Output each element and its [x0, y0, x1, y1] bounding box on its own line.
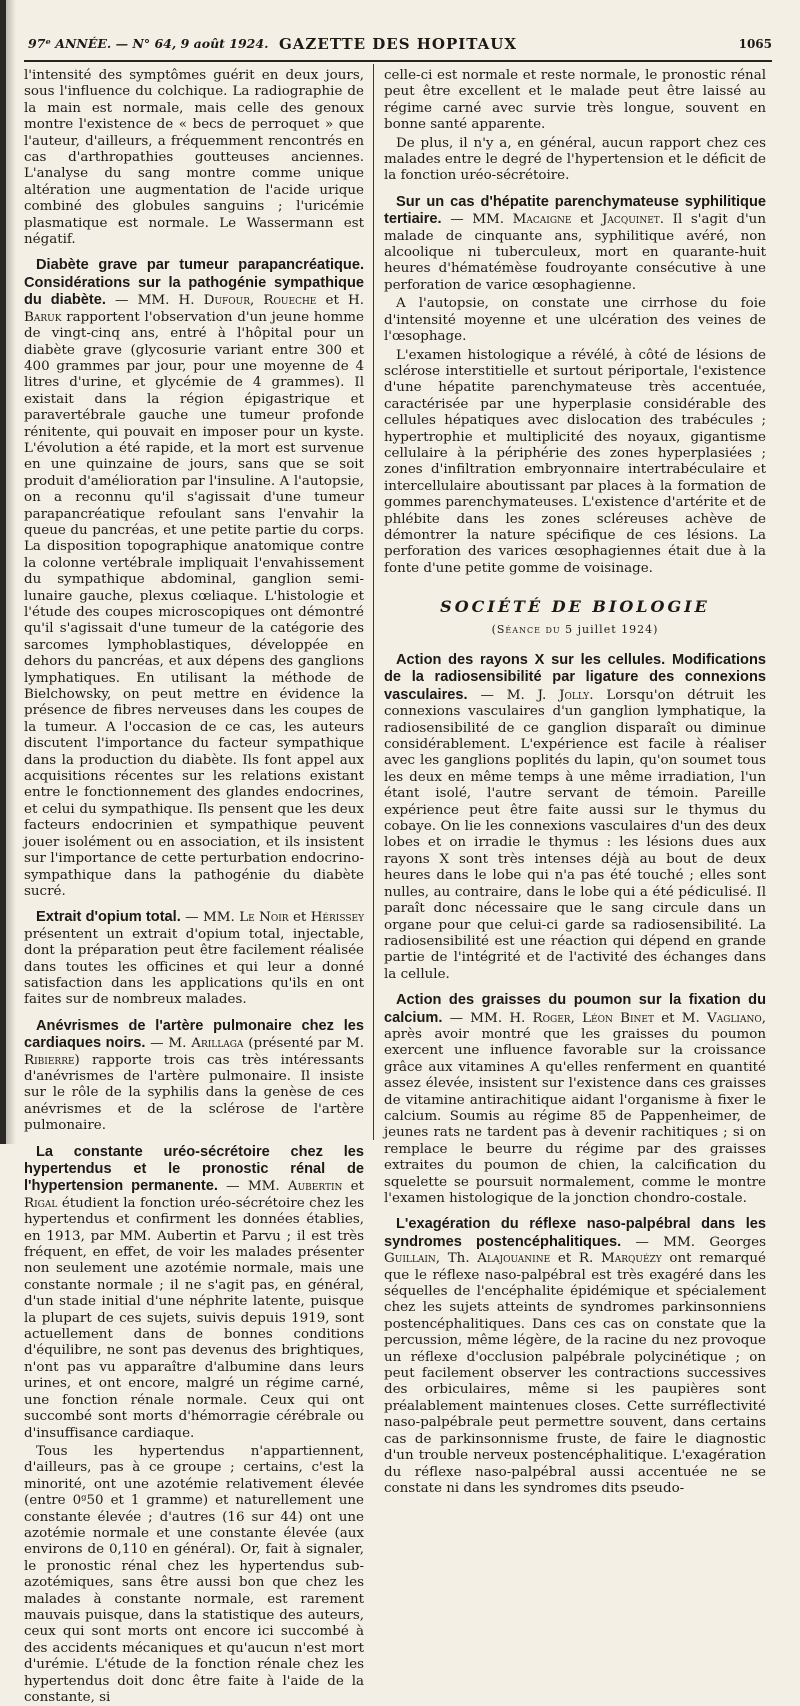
article-body: ont remarqué que le réflexe naso-palpébral est très exagéré dans les séquelles de l'encéphalite épidémique et spécialement chez les sujets atteints de syndromes parkinsonniens postencéphalitiques. Dans ces cas on constate que la percussion, même légère, de la racine du nez provoque un réflexe d'occlusion palpébrale polycinétique ; on peut facilement observer les contractions successives des orbiculaires, même si les paupières sont préalablement maintenues closes. Cette surréflectivité naso-palpébrale peut permettre souvent, dans certains cas de parkinsonnisme fruste, de faire le diagnostic d'un trouble nerveux postencéphalitique. L'exagération du réflexe naso-palpébral aussi accentuée ne se constate ni dans les syndromes dits pseudo-	[384, 1251, 766, 1496]
article-hepatite: Sur un cas d'hépatite parenchymateuse syphilitique tertiaire. — MM. Macaigne et Jacquinet. Il s'agit d'un malade de cinquante ans, syphilitique avéré, non alcoolique ni tuberculeux, mort en quarante-huit heures d'hématémèse foudroyante consécutive à une perforation de varice œsophagienne. A l'autopsie, on constate une cirrhose du foie d'intensité moyenne et une ulcération des veines de l'œsophage. L'examen histologique a révélé, à côté de lésions de sclérose interstitielle et surtout périportale, l'existence d'une hépatite parenchymateuse très accentuée, caractérisée par une hyperplasie considérable des cellules hépatiques avec dislocation des trabécules ; hypertrophie et multiplicité des noyaux, gigantisme cellulaire à la périphérie des zones hyperplasiées ; zones d'infiltration embryonnaire intertrabéculaire et intercellulaire aboutissant par places à la formation de gommes parenchymateuses. L'existence d'artérite et de phlébite dans les zones scléreuses achève de démontrer la nature spécifique de ces lésions. La perforation des varices œsophagiennes était due à la fonte d'une petite gomme de voisinage.	[384, 193, 766, 576]
author-name: Jacquinet	[602, 212, 660, 228]
issue-info: 97ᵉ ANNÉE. — N° 64, 9 août 1924.	[28, 36, 269, 51]
author-name: Aubertin	[287, 1179, 343, 1195]
header-rule	[24, 60, 772, 62]
author-name: Guillain	[384, 1251, 436, 1267]
article-graisses-poumon: Action des graisses du poumon sur la fixation du calcium. — MM. H. Roger, Léon Binet et M. Vagliano, après avoir montré que les graisses du poumon exercent une influence favorable sur la croissance grâce aux vitamines A qu'elles renferment en quantité assez élevée, insistent sur l'existence dans ces graisses de vitamine antirachitique aidant l'organisme à fixer le calcium. Soumis au régime 85 de Pappenheimer, de jeunes rats ne tardent pas à devenir rachitiques ; si on remplace le beurre du régime par des graisses extraites du poumon de chien, la calcification du squelette se poursuit normalement, comme le montre l'examen histologique de la jonction chondro-costale.	[384, 992, 767, 1206]
article-body: L'examen histologique a révélé, à côté de lésions de sclérose interstitielle et surtout périportale, l'existence d'une hépatite parenchymateuse très accentuée, caractérisée par une hyperplasie considérable des cellules hépatiques avec dislocation des trabécules ; hypertrophie et multiplicité des noyaux, gigantisme cellulaire à la périphérie des zones hyperplasiées ; zones d'infiltration embryonnaire intertrabéculaire et intercellulaire aboutissant par places à la formation de gommes parenchymateuses. L'existence d'artérite et de phlébite dans les zones scléreuses achève de démontrer la nature spécifique de ces lésions. La perforation des varices œsophagiennes était due à la fonte d'une petite gomme de voisinage.	[384, 347, 766, 576]
author-name: J. Jolly	[537, 687, 590, 703]
author-name: Léon Binet	[582, 1010, 654, 1026]
journal-title: GAZETTE DES HOPITAUX	[278, 35, 517, 53]
paragraph: De plus, il n'y a, en général, aucun rapport chez ces malades entre le degré de l'hypertension et le déficit de la fonction uréo-sécrétoire.	[384, 135, 766, 184]
author-name: Roueche	[263, 293, 317, 309]
page-number: 1065	[738, 37, 772, 51]
author-name: Le Noir	[239, 910, 289, 926]
article-title: Sur un cas d'hépatite parenchymateuse syphilitique tertiaire.	[384, 193, 766, 228]
article-body: présentent un extrait d'opium total, injectable, dont la préparation peut être facilement réalisée dans toutes les officines et qui leur a donné satisfaction dans les applications qu'ils en ont faites sur de nombreux malades.	[24, 926, 364, 1008]
running-header	[24, 34, 772, 56]
article-reflexe-naso-palpebral: L'exagération du réflexe naso-palpébral dans les syndromes postencéphalitiques. — MM. Georges Guillain, Th. Alajouanine et R. Marquézy ont remarqué que le réflexe naso-palpébral est très exagéré dans les séquelles de l'encéphalite épidémique et spécialement chez les sujets atteints de syndromes parkinsonniens postencéphalitiques. Dans ces cas on constate que la percussion, même légère, de la racine du nez provoque un réflexe d'occlusion palpébrale polycinétique ; on peut facilement observer les contractions successives des orbiculaires, même si les paupières sont préalablement maintenues closes. Cette surréflectivité naso-palpébrale peut permettre souvent, dans certains cas de parkinsonnisme fruste, de faire le diagnostic d'un trouble nerveux postencéphalitique. L'exagération du réflexe naso-palpébral aussi accentuée ne se constate ni dans les syndromes dits pseudo-	[384, 1216, 766, 1496]
article-title: L'exagération du réflexe naso-palpébral dans les syndromes postencéphalitiques.	[384, 1216, 766, 1250]
article-body: étudient la fonction uréo-sécrétoire chez les hypertendus et confirment les données établies, en 1913, par MM. Aubertin et Parvu ; il est très fréquent, en effet, de voir les malades présenter non seulement une azotémie normale, mais une constante normale ; il ne s'agit pas, en général, d'un stade initial d'une néphrite latente, puisque la plupart de ces sujets, suivis depuis 1919, sont actuellement dans de bonnes conditions d'équilibre, ne sont pas devenus des brightiques, n'ont pas vu apparaître d'albumine dans leurs urines, et ont encore, malgré un régime carné, une fonction rénale normale. Ceux qui ont succombé sont morts d'hémorragie cérébrale ou d'insuffisance cardiaque.	[24, 1195, 364, 1441]
author-name: Arillaga	[191, 1036, 244, 1052]
article-anevrismes: Anévrismes de l'artère pulmonaire chez les cardiaques noirs. — M. Arillaga (présenté par M. Ribierre) rapporte trois cas très intéressants d'anévrismes de l'artère pulmonaire. Il insiste sur le rôle de la syphilis dans la genèse de ces anévrismes et de la sclérose de l'artère pulmonaire.	[24, 1017, 364, 1134]
section-heading: SOCIÉTÉ DE BIOLOGIE	[440, 597, 710, 617]
binding-shadow	[6, 0, 16, 1144]
article-title: Extrait d'opium total.	[36, 909, 181, 926]
author-name: H. Baruk	[24, 293, 365, 325]
author-name: H. Dufour	[178, 293, 251, 309]
article-rayons-x: Action des rayons X sur les cellules. Modifications de la radiosensibilité par ligature des connexions vasculaires. — M. J. Jolly. Lorsqu'on détruit les connexions vasculaires d'un ganglion lymphatique, la radiosensibilité de ce ganglion disparaît ou diminue considérablement. L'expérience est facile à réaliser avec les ganglions poplités du lapin, qu'on soumet tous les deux en même temps à une même irradiation, l'un étant isolé, l'autre servant de témoin. Pareille expérience peut être faite aussi sur le thymus du cobaye. On lie les connexions vasculaires d'un des deux lobes et on irradie le thymus : les lésions dues aux rayons X sont très intenses déjà au bout de deux heures dans le lobe qui n'a pas été touché ; elles sont nulles, au contraire, dans le lobe qui a été pédiculisé. Il paraît donc nécessaire que le sang circule dans un organe pour que celui-ci garde sa radiosensibilité. La radiosensibilité est une réaction qui dépend en grande partie de l'intégrité et de l'activité des échanges dans la cellule.	[384, 652, 766, 982]
session-date: (Séance du 5 juillet 1924)	[491, 622, 659, 636]
article-body: A l'autopsie, on constate une cirrhose du foie d'intensité moyenne et une ulcération des veines de l'œsophage.	[384, 296, 766, 345]
continued-paragraph: celle-ci est normale et reste normale, le pronostic rénal peut être excellent et le malade peut être laissé au régime carné avec survie très longue, souvent en bonne santé apparente.	[384, 68, 766, 133]
author-name: Vagliano	[707, 1010, 762, 1026]
article-title: Anévrismes de l'artère pulmonaire chez les cardiaques noirs.	[24, 1017, 364, 1052]
right-column	[384, 68, 767, 1496]
author-name: H. Roger	[509, 1010, 571, 1026]
author-name: Alajouanine	[477, 1251, 551, 1267]
author-name: Hérissey	[310, 910, 365, 926]
article-diabete: Diabète grave par tumeur parapancréatique. Considérations sur la pathogénie sympathique du diabète. — MM. H. Dufour, Roueche et H. Baruk rapportent l'observation d'un jeune homme de vingt-cinq ans, entré à l'hôpital pour un diabète grave (glycosurie variant entre 300 et 400 grammes par jour, pour une moyenne de 4 litres d'urine, et glycémie de 4 grammes). Il existait dans la région épigastrique et paravertébrale gauche une tumeur profonde rénitente, qui pouvait en imposer pour un kyste. L'évolution a été rapide, et la mort est survenue en une quinzaine de jours, sans que se soit produit d'amélioration par l'insuline. A l'autopsie, on a reconnu qu'il s'agissait d'une tumeur parapancréatique refoulant sans l'envahir la queue du pancréas, et une petite partie du corps. La disposition topographique anatomique contre la colonne vertébrale impliquait l'envahissement du sympathique abdominal, ganglion semi-lunaire gauche, plexus cœliaque. L'histologie et l'étude des coupes microscopiques ont démontré qu'il s'agissait d'une tumeur de la catégorie des sarcomes lymphoblastiques, développée en dehors du pancréas, et aux dépens des ganglions lymphatiques. En utilisant la méthode de Bielchowsky, on peut mettre en évidence la présence de fibres nerveuses dans les coupes de la tumeur. A l'occasion de ce cas, les auteurs discutent l'importance du facteur sympathique dans la production du diabète. Ils font appel aux acquisitions récentes sur les relations existant entre le fonctionnement des glandes endocrines, et celui du sympathique. Ils pensent que les deux facteurs endocrinien et sympathique peuvent jouer isolément ou en association, et ils insistent sur l'importance de cette perturbation endocrino-sympathique dans la pathogénie du diabète sucré.	[24, 257, 365, 899]
article-body: . Il s'agit d'un malade de cinquante ans, syphilitique avéré, non alcoolique ni tuberculeux, mort en quarante-huit heures d'hématémèse foudroyante consécutive à une perforation de varice œsophagienne.	[384, 212, 766, 293]
article-title: La constante uréo-sécrétoire chez les hypertendus et le pronostic rénal de l'hypertension permanente.	[24, 1143, 364, 1195]
author-name: Macaigne	[512, 212, 572, 228]
author-name: Rigal	[24, 1195, 58, 1211]
article-opium: Extrait d'opium total. — MM. Le Noir et Hérissey présentent un extrait d'opium total, injectable, dont la préparation peut être facilement réalisée dans toutes les officines et qui leur a donné satisfaction dans les applications qu'ils en ont faites sur de nombreux malades.	[24, 909, 365, 1008]
article-body: ) rapporte trois cas très intéressants d'anévrismes de l'artère pulmonaire. Il insiste sur le rôle de la syphilis dans la genèse de ces anévrismes et de la sclérose de l'artère pulmonaire.	[24, 1052, 364, 1134]
column-divider	[373, 64, 374, 1140]
article-title: Action des graisses du poumon sur la fixation du calcium.	[384, 992, 766, 1026]
article-body: Tous les hypertendus n'appartiennent, d'ailleurs, pas à ce groupe ; certains, c'est la minorité, ont une azotémie relativement élevée (entre 0ᵍ50 et 1 gramme) et naturellement une constante élevée ; d'autres (16 sur 44) ont une azotémie normale et une constante élevée (aux environs de 0,110 en général). Or, fait à signaler, le pronostic rénal chez les hypertendus sub-azotémiques, sans être aussi bon que chez les malades à constante normale, est rarement mauvais puisque, dans la statistique des auteurs, ceux qui sont morts ont encore ici succombé à des accidents mécaniques et qu'aucun n'est mort d'urémie. L'étude de la fonction rénale chez les hypertendus doit donc être faite à l'aide de la constante, si	[24, 1443, 364, 1705]
left-column	[24, 68, 365, 1705]
article-body: , après avoir montré que les graisses du poumon exercent une influence favorable sur la croissance grâce aux vitamines A qu'elles renferment en quantité assez élevée, insistent sur l'existence dans ces graisses de vitamine antirachitique aidant l'organisme à fixer le calcium. Soumis au régime 85 de Pappenheimer, de jeunes rats ne tardent pas à devenir rachitiques ; si on remplace le beurre du régime par des graisses extraites du poumon de chien, la calcification du squelette se poursuit normalement, comme le montre l'examen histologique de la jonction chondro-costale.	[384, 1010, 767, 1206]
author-name: Ribierre	[24, 1052, 75, 1068]
author-name: Marquézy	[600, 1251, 662, 1267]
article-constante-ureo: La constante uréo-sécrétoire chez les hypertendus et le pronostic rénal de l'hypertension permanente. — MM. Aubertin et Rigal étudient la fonction uréo-sécrétoire chez les hypertendus et confirment les données établies, en 1913, par MM. Aubertin et Parvu ; il est très fréquent, en effet, de voir les malades présenter non seulement une azotémie normale, mais une constante normale ; il ne s'agit pas, en général, d'un stade initial d'une néphrite latente, puisque la plupart de ces sujets, suivis depuis 1919, sont actuellement dans de bonnes conditions d'équilibre, ne sont pas devenus des brightiques, n'ont pas vu apparaître d'albumine dans leurs urines, et ont encore, malgré un régime carné, une fonction rénale normale. Ceux qui ont succombé sont morts d'hémorragie cérébrale ou d'insuffisance cardiaque. Tous les hypertendus n'appartiennent, d'ailleurs, pas à ce groupe ; certains, c'est la minorité, ont une azotémie relativement élevée (entre 0ᵍ50 et 1 gramme) et naturellement une constante élevée ; d'autres (16 sur 44) ont une azotémie normale et une constante élevée (aux environs de 0,110 en général). Or, fait à signaler, le pronostic rénal chez les hypertendus sub-azotémiques, sans être aussi bon que chez les malades à constante normale, est rarement mauvais puisque, dans la statistique des auteurs, ceux qui sont morts ont encore ici succombé à des accidents mécaniques et qu'aucun n'est mort d'urémie. L'étude de la fonction rénale chez les hypertendus doit donc être faite à l'aide de la constante, si	[24, 1143, 364, 1705]
article-body: . Lorsqu'on détruit les connexions vasculaires d'un ganglion lymphatique, la radiosensibilité de ce ganglion disparaît ou diminue considérablement. L'expérience est facile à réaliser avec les ganglions poplités du lapin, qu'on soumet tous les deux en même temps à une même irradiation, l'un étant isolé, l'autre servant de témoin. Pareille expérience peut être faite aussi sur le thymus du cobaye. On lie les connexions vasculaires d'un des deux lobes et on irradie le thymus : les lésions dues aux rayons X sont très intenses déjà au bout de deux heures dans le lobe qui n'a pas été touché ; elles sont nulles, au contraire, dans le lobe qui a été pédiculisé. Il paraît donc nécessaire que le sang circule dans un organe pour que celui-ci garde sa radiosensibilité. La radiosensibilité est une réaction qui dépend en grande partie de l'intégrité et de l'activité des échanges dans la cellule.	[384, 687, 766, 982]
article-body: rapportent l'observation d'un jeune homme de vingt-cinq ans, entré à l'hôpital pour un diabète grave (glycosurie variant entre 300 et 400 grammes par jour, pour une moyenne de 4 litres d'urine, et glycémie de 4 grammes). Il existait dans la région épigastrique et paravertébrale gauche une tumeur profonde rénitente, qui pouvait en imposer pour un kyste. L'évolution a été rapide, et la mort est survenue en une quinzaine de jours, sans que se soit produit d'amélioration par l'insuline. A l'autopsie, on a reconnu qu'il s'agissait d'une tumeur parapancréatique refoulant sans l'envahir la queue du pancréas, et une petite partie du corps. La disposition topographique anatomique contre la colonne vertébrale impliquait l'envahissement du sympathique abdominal, ganglion semi-lunaire gauche, plexus cœliaque. L'histologie et l'étude des coupes microscopiques ont démontré qu'il s'agissait d'une tumeur de la catégorie des sarcomes lymphoblastiques, développée en dehors du pancréas, et aux dépens des ganglions lymphatiques. En utilisant la méthode de Bielchowsky, on peut mettre en évidence la présence de fibres nerveuses dans les coupes de la tumeur. A l'occasion de ce cas, les auteurs discutent l'importance du facteur sympathique dans la production du diabète. Ils font appel aux acquisitions récentes sur les relations existant entre le fonctionnement des glandes endocrines, et celui du sympathique. Ils pensent que les deux facteurs endocrinien et sympathique peuvent jouer isolément ou en association, et ils insistent sur l'importance de cette perturbation endocrino-sympathique dans la pathogénie du diabète sucré.	[24, 309, 364, 899]
article-title: Diabète grave par tumeur parapancréatique. Considérations sur la pathogénie sympathique du diabète.	[24, 257, 364, 309]
article-title: Action des rayons X sur les cellules. Modifications de la radiosensibilité par ligature des connexions vasculaires.	[384, 652, 766, 703]
continued-paragraph: l'intensité des symptômes guérit en deux jours, sous l'influence du colchique. La radiographie de la main est normale, mais celle des genoux montre l'existence de « becs de perroquet » que l'auteur, d'ailleurs, a fréquemment rencontrés en cas d'arthropathies goutteuses anciennes. L'analyse du sang montre comme unique altération une augmentation de l'acide urique combiné des globules sanguins ; l'uricémie plasmatique est normale. Le Wassermann est négatif.	[24, 68, 364, 248]
